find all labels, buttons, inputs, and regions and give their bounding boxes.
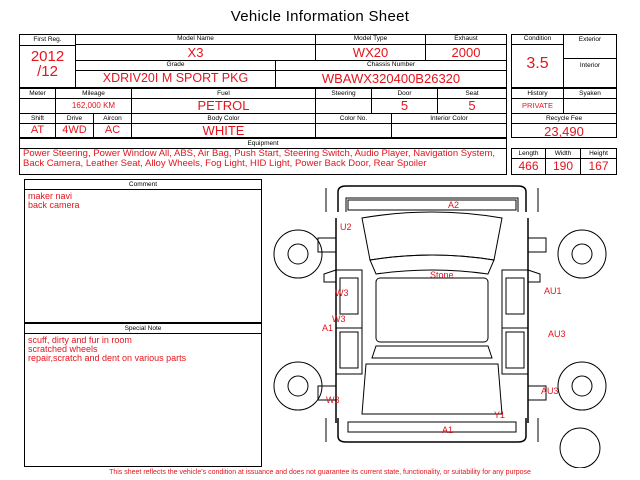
model-type-cell <box>316 35 426 61</box>
seat-value: 5 <box>468 98 476 113</box>
condition-table <box>511 34 617 88</box>
damage-mark: A1 <box>322 323 334 333</box>
front-bumper <box>338 186 526 212</box>
interior-cell <box>564 59 616 87</box>
height-label: Height <box>581 150 616 159</box>
model-row <box>76 35 506 61</box>
damage-mark: A1 <box>442 425 454 435</box>
recycle-cell <box>512 114 616 137</box>
aircon-cell <box>94 114 132 137</box>
color-no-cell <box>316 114 392 137</box>
chassis-cell <box>276 61 506 87</box>
grade-row <box>76 61 506 87</box>
body-outline <box>336 218 528 423</box>
damage-mark: AU3 <box>541 386 559 396</box>
special-note-line: repair,scratch and dent on various parts <box>28 353 187 363</box>
mileage-value: 162,000 KM <box>71 101 116 110</box>
width-value: 190 <box>552 159 574 173</box>
wheel-front-left <box>274 230 322 278</box>
shift-value: AT <box>30 124 45 136</box>
mileage-cell <box>56 89 132 114</box>
special-note-line: scuff, dirty and fur in room <box>28 335 132 345</box>
spec-row-1 <box>20 89 506 114</box>
condition-label: Condition <box>512 35 563 45</box>
exhaust-cell <box>426 35 506 61</box>
exhaust-value: 2000 <box>451 45 481 60</box>
seat-cell <box>438 89 506 114</box>
dimensions-table <box>511 148 617 175</box>
fuel-label: Fuel <box>132 90 315 99</box>
wheel-rear-left <box>274 362 322 410</box>
body-color-value: WHITE <box>202 123 245 138</box>
drive-label: Drive <box>56 115 93 124</box>
model-type-value: WX20 <box>352 45 389 60</box>
aircon-value: AC <box>104 124 121 136</box>
damage-mark: W3 <box>332 314 346 324</box>
grade-value: XDRIV20I M SPORT PKG <box>102 71 249 85</box>
interior-label: Interior <box>579 62 601 69</box>
drive-value: 4WD <box>62 124 87 136</box>
damage-mark: AU1 <box>544 286 562 296</box>
condition-cell <box>512 35 564 87</box>
syaken-label: Syaken <box>564 90 616 99</box>
special-note-lines <box>28 336 186 363</box>
model-name-label: Model Name <box>76 35 315 45</box>
hood <box>362 212 502 260</box>
recycle-label: Recycle Fee <box>512 115 616 124</box>
aircon-label: Aircon <box>94 115 131 124</box>
height-cell <box>581 149 616 174</box>
width-cell <box>546 149 581 174</box>
damage-mark: Stone <box>430 270 454 280</box>
special-note-label: Special Note <box>25 325 261 334</box>
special-note-line: scratched wheels <box>28 344 98 354</box>
steering-cell <box>316 89 372 114</box>
equipment-text: Power Steering, Power Window All, ABS, Air Bag, Push Start, Steering Switch, Audio Player, Navigation System, Back Camera, Leather Seat, Alloy Wheels, Fog Light, HID Light, Power Back Door, Rear Spoiler <box>23 148 496 169</box>
first-reg-label: First Reg. <box>20 35 75 46</box>
door-label: Door <box>372 90 437 99</box>
body-color-label: Body Color <box>132 115 315 124</box>
damage-mark: U2 <box>340 222 352 232</box>
first-reg-value: 2012 /12 <box>30 48 65 80</box>
comment-label: Comment <box>25 181 261 190</box>
history-value: PRIVATE <box>522 101 553 110</box>
equipment-label: Equipment <box>20 140 506 149</box>
shift-cell <box>20 114 56 137</box>
width-label: Width <box>546 150 580 159</box>
steering-label: Steering <box>316 90 371 99</box>
exhaust-label: Exhaust <box>426 35 506 45</box>
meter-label: Meter <box>20 90 55 99</box>
chassis-label: Chassis Number <box>276 61 506 71</box>
door-value: 5 <box>400 98 409 113</box>
wheel-rear-right <box>558 362 606 410</box>
exterior-label: Exterior <box>578 36 602 43</box>
height-value: 167 <box>588 159 609 173</box>
shift-label: Shift <box>20 115 55 124</box>
damage-mark: W3 <box>326 395 340 405</box>
exterior-cell <box>564 35 616 59</box>
door-cell <box>372 89 438 114</box>
comment-box <box>24 179 262 323</box>
wheel-front-right <box>558 230 606 278</box>
footer-disclaimer: This sheet reflects the vehicle's condition at issuance and does not guarantee its current state, functionality, or suitability for any purpose <box>109 469 531 476</box>
model-name-value: X3 <box>187 45 204 60</box>
first-reg-cell <box>20 35 76 87</box>
damage-mark: AU3 <box>548 329 566 339</box>
damage-mark: W3 <box>335 288 349 298</box>
comment-line: maker navi <box>28 191 73 201</box>
history-table <box>511 88 617 138</box>
car-damage-diagram <box>266 178 616 468</box>
length-label: Length <box>512 150 545 159</box>
equipment-box <box>19 138 507 175</box>
main-info-table <box>19 34 507 88</box>
grade-label: Grade <box>76 61 275 71</box>
length-cell <box>512 149 546 174</box>
history-cell <box>512 89 564 114</box>
damage-mark: A2 <box>448 200 460 210</box>
seat-label: Seat <box>438 90 506 99</box>
chassis-value: WBAWX320400B26320 <box>321 71 461 86</box>
meter-cell <box>20 89 56 114</box>
color-no-label: Color No. <box>316 115 391 124</box>
mileage-label: Mileage <box>56 90 131 99</box>
body-color-cell <box>132 114 316 137</box>
comment-line: back camera <box>28 200 80 210</box>
length-value: 466 <box>518 159 539 173</box>
fuel-value: PETROL <box>197 98 250 113</box>
spec-row-2 <box>20 114 506 137</box>
grade-cell <box>76 61 276 87</box>
model-name-cell <box>76 35 316 61</box>
spare-wheel <box>560 428 600 468</box>
special-note-box <box>24 323 262 467</box>
history-label: History <box>512 90 563 99</box>
drive-cell <box>56 114 94 137</box>
damage-mark: Y1 <box>494 410 506 420</box>
fuel-cell <box>132 89 316 114</box>
syaken-cell <box>564 89 616 114</box>
condition-value: 3.5 <box>526 55 549 72</box>
comment-lines <box>28 192 80 210</box>
interior-color-label: Interior Color <box>392 115 506 124</box>
model-type-label: Model Type <box>316 35 425 45</box>
roof <box>376 278 488 342</box>
interior-color-cell <box>392 114 506 137</box>
sheet-title: Vehicle Information Sheet <box>230 8 410 25</box>
recycle-value: 23,490 <box>544 124 584 139</box>
spec-table <box>19 88 507 138</box>
